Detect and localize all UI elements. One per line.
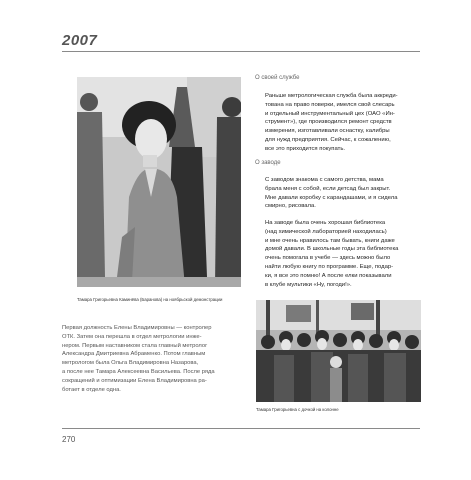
section-heading-service: О своей службе — [255, 75, 300, 81]
quote-line: смирно, рисовала. — [265, 203, 316, 210]
body-line: Первая должность Елены Владимировны — контролер — [62, 325, 212, 331]
body-paragraph — [62, 324, 248, 394]
quote-line: На заводе была очень хорошая библиотека — [265, 220, 386, 226]
body-line: а после нее Тамара Алексеевна Васильева. После ряда — [62, 368, 215, 375]
quote-line: тована на право поверки, имелся свой слесарь — [265, 101, 395, 108]
quote-line: домой давали. В школьные годы эта библиотека — [265, 246, 399, 253]
quote-line: и отдельный инструментальный цех (ОАО «Ин- — [265, 110, 395, 117]
quote-line: (над химической лабораторией находилась) — [265, 228, 387, 235]
quote-line: для нужд предприятия. Сейчас, к сожалению, — [265, 136, 391, 143]
service-quote — [265, 92, 425, 154]
quote-line: Мне давали коробку с карандашами, и я сидела — [265, 194, 398, 201]
quote-line: в клубе мультики «Ну, погоди!». — [265, 281, 352, 288]
quote-line: ки, я все это помню! А после елки показывали — [265, 272, 392, 279]
section-heading-factory: О заводе — [255, 160, 281, 166]
quote-line: С заводом знакома с самого детства, мама — [265, 177, 384, 183]
parade-crowd-photo — [256, 300, 421, 402]
quote-line: все это приходится покупать. — [265, 145, 346, 152]
quote-line: и мне очень нравилось там бывать, книги даже — [265, 237, 395, 244]
quote-line: Раньше метрологическая служба была аккреди- — [265, 93, 398, 99]
body-line: ОТК. Затем она перешла в отдел метрологии инже- — [62, 333, 202, 340]
factory-quote-library — [265, 219, 425, 289]
page-number: 270 — [62, 435, 76, 444]
body-line: Александра Дмитриевна Абраменко. Потом главным — [62, 351, 206, 358]
year-heading: 2007 — [62, 32, 98, 49]
footer-rule — [62, 428, 420, 429]
factory-quote-childhood — [265, 176, 425, 211]
body-line: ботает в отделе одна. — [62, 386, 121, 393]
quote-line: очень помогала в учебе — здесь можно было — [265, 255, 391, 262]
body-line: сокращений и оптимизации Елена Владимировна ра- — [62, 377, 207, 384]
header-rule — [62, 51, 420, 52]
quote-line: струмент»), где производился ремонт средств — [265, 119, 392, 126]
quote-line: брала меня с собой, если детсад был закрыт. — [265, 185, 391, 192]
body-line: нером. Первым наставником стала главный метролог — [62, 342, 208, 349]
body-line: метрологом была Ольга Владимировна Назарова, — [62, 360, 199, 367]
demonstration-photo — [77, 77, 241, 287]
photo2-caption: Тамара Григорьевна с дочкой на колонне — [256, 407, 339, 412]
quote-line: измерения, изготавливали оснастку, калибры — [265, 128, 390, 135]
quote-line: найти любую книгу по программе. Еще, подар- — [265, 263, 394, 270]
photo1-caption: Тамара Григорьевна Каминёва (Баранова) на ноябрьской демонстрации — [77, 297, 223, 302]
